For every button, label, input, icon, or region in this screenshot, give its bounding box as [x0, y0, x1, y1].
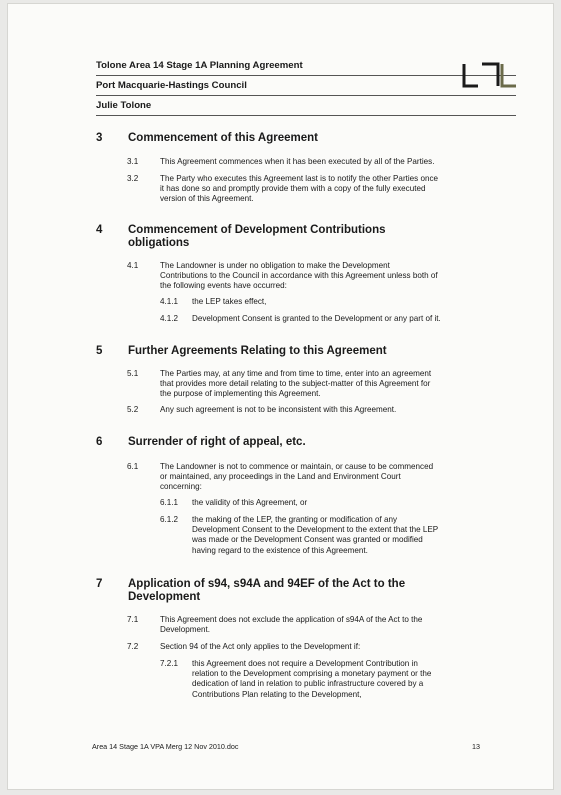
clause-number: 4.1.1: [160, 297, 179, 306]
clause-line: that provides more detail relating to the subject-matter of this Agreement for: [160, 379, 431, 389]
clause-number: 3.1: [127, 157, 139, 166]
section-number: 5: [96, 345, 103, 357]
section-number: 3: [96, 132, 103, 144]
ltl-logo: [462, 62, 518, 88]
clause-number: 5.2: [127, 405, 139, 414]
header-divider: [96, 115, 516, 116]
document-page: [8, 4, 553, 789]
clause-text: [192, 297, 502, 307]
clause-line: the validity of this Agreement, or: [192, 498, 308, 507]
section-number: 7: [96, 578, 103, 590]
clause-text: [192, 659, 502, 700]
clause-line: the following events have occurred:: [160, 281, 287, 291]
clause-text: [160, 174, 500, 205]
clause-line: the purpose of implementing this Agreement.: [160, 389, 321, 399]
clause-text: [192, 515, 502, 556]
clause-number: 4.1.2: [160, 314, 179, 323]
header-party-name: Julie Tolone: [96, 100, 152, 111]
clause-text: [192, 498, 502, 508]
section-heading: [128, 578, 488, 604]
clause-line: Section 94 of the Act only applies to the Development if:: [160, 642, 361, 651]
section-heading: Commencement of this Agreement: [128, 132, 318, 144]
section-number: 6: [96, 436, 103, 448]
header-agreement-title: Tolone Area 14 Stage 1A Planning Agreement: [96, 60, 303, 71]
clause-line: version of this Agreement.: [160, 194, 254, 204]
clause-line: concerning:: [160, 482, 202, 492]
clause-text: [160, 157, 500, 167]
clause-number: 7.1: [127, 615, 139, 624]
clause-line: Development.: [160, 625, 210, 635]
clause-line: the making of the LEP, the granting or modification of any: [192, 515, 398, 524]
clause-line: The Landowner is under no obligation to make the Development: [160, 261, 390, 270]
clause-number: 4.1: [127, 261, 139, 270]
clause-text: [160, 615, 500, 635]
document-header: [96, 56, 516, 116]
clause-line: The Party who executes this Agreement last is to notify the other Parties once: [160, 174, 439, 183]
section-heading-line: obligations: [128, 237, 190, 249]
clause-line: Any such agreement is not to be inconsistent with this Agreement.: [160, 405, 397, 414]
page-number: 13: [472, 742, 480, 751]
clause-line: relation to the Development comprising a monetary payment or the: [192, 669, 432, 679]
clause-line: Contributions Plan relating to the Development,: [192, 689, 362, 699]
clause-line: Contributions to the Council in accordance with this Agreement unless both of: [160, 271, 438, 281]
clause-text: [160, 462, 500, 493]
clause-line: was made or the Development Consent was granted or modified: [192, 535, 423, 545]
footer-filename: Area 14 Stage 1A VPA Merg 12 Nov 2010.doc: [92, 742, 239, 751]
clause-line: the LEP takes effect,: [192, 297, 267, 306]
section-heading: [128, 224, 458, 250]
section-heading-line: Commencement of Development Contributions: [128, 224, 386, 236]
clause-line: this Agreement does not require a Development Contribution in: [192, 659, 418, 668]
clause-line: Development Consent to the Development to the extent that the LEP: [192, 525, 439, 535]
clause-line: The Parties may, at any time and from time to time, enter into an agreement: [160, 369, 432, 378]
clause-number: 6.1.2: [160, 515, 179, 524]
clause-text: [160, 261, 500, 292]
section-number: 4: [96, 224, 103, 236]
clause-line: having regard to the existence of this Agreement.: [192, 545, 368, 555]
section-heading-line: Application of s94, s94A and 94EF of the Act to the: [128, 578, 406, 590]
clause-number: 6.1: [127, 462, 139, 471]
clause-line: it has done so and promptly provide them with a copy of the fully executed: [160, 184, 426, 194]
clause-number: 7.2: [127, 642, 139, 651]
clause-line: or maintained, any proceedings in the Land and Environment Court: [160, 472, 401, 482]
section-heading: Surrender of right of appeal, etc.: [128, 436, 306, 448]
clause-line: This Agreement does not exclude the application of s94A of the Act to the: [160, 615, 423, 624]
clause-line: Development Consent is granted to the Development or any part of it.: [192, 314, 441, 323]
clause-text: [192, 314, 512, 324]
clause-line: The Landowner is not to commence or maintain, or cause to be commenced: [160, 462, 434, 471]
clause-number: 3.2: [127, 174, 139, 183]
clause-text: [160, 642, 500, 652]
clause-number: 7.2.1: [160, 659, 179, 668]
clause-line: This Agreement commences when it has been executed by all of the Parties.: [160, 157, 435, 166]
clause-text: [160, 369, 500, 400]
section-heading-line: Development: [128, 591, 201, 603]
clause-number: 6.1.1: [160, 498, 179, 507]
section-heading: Further Agreements Relating to this Agreement: [128, 345, 387, 357]
clause-line: dedication of land in relation to public infrastructure covered by a: [192, 679, 424, 689]
header-council-name: Port Macquarie-Hastings Council: [96, 80, 247, 91]
clause-text: [160, 405, 500, 415]
clause-number: 5.1: [127, 369, 139, 378]
